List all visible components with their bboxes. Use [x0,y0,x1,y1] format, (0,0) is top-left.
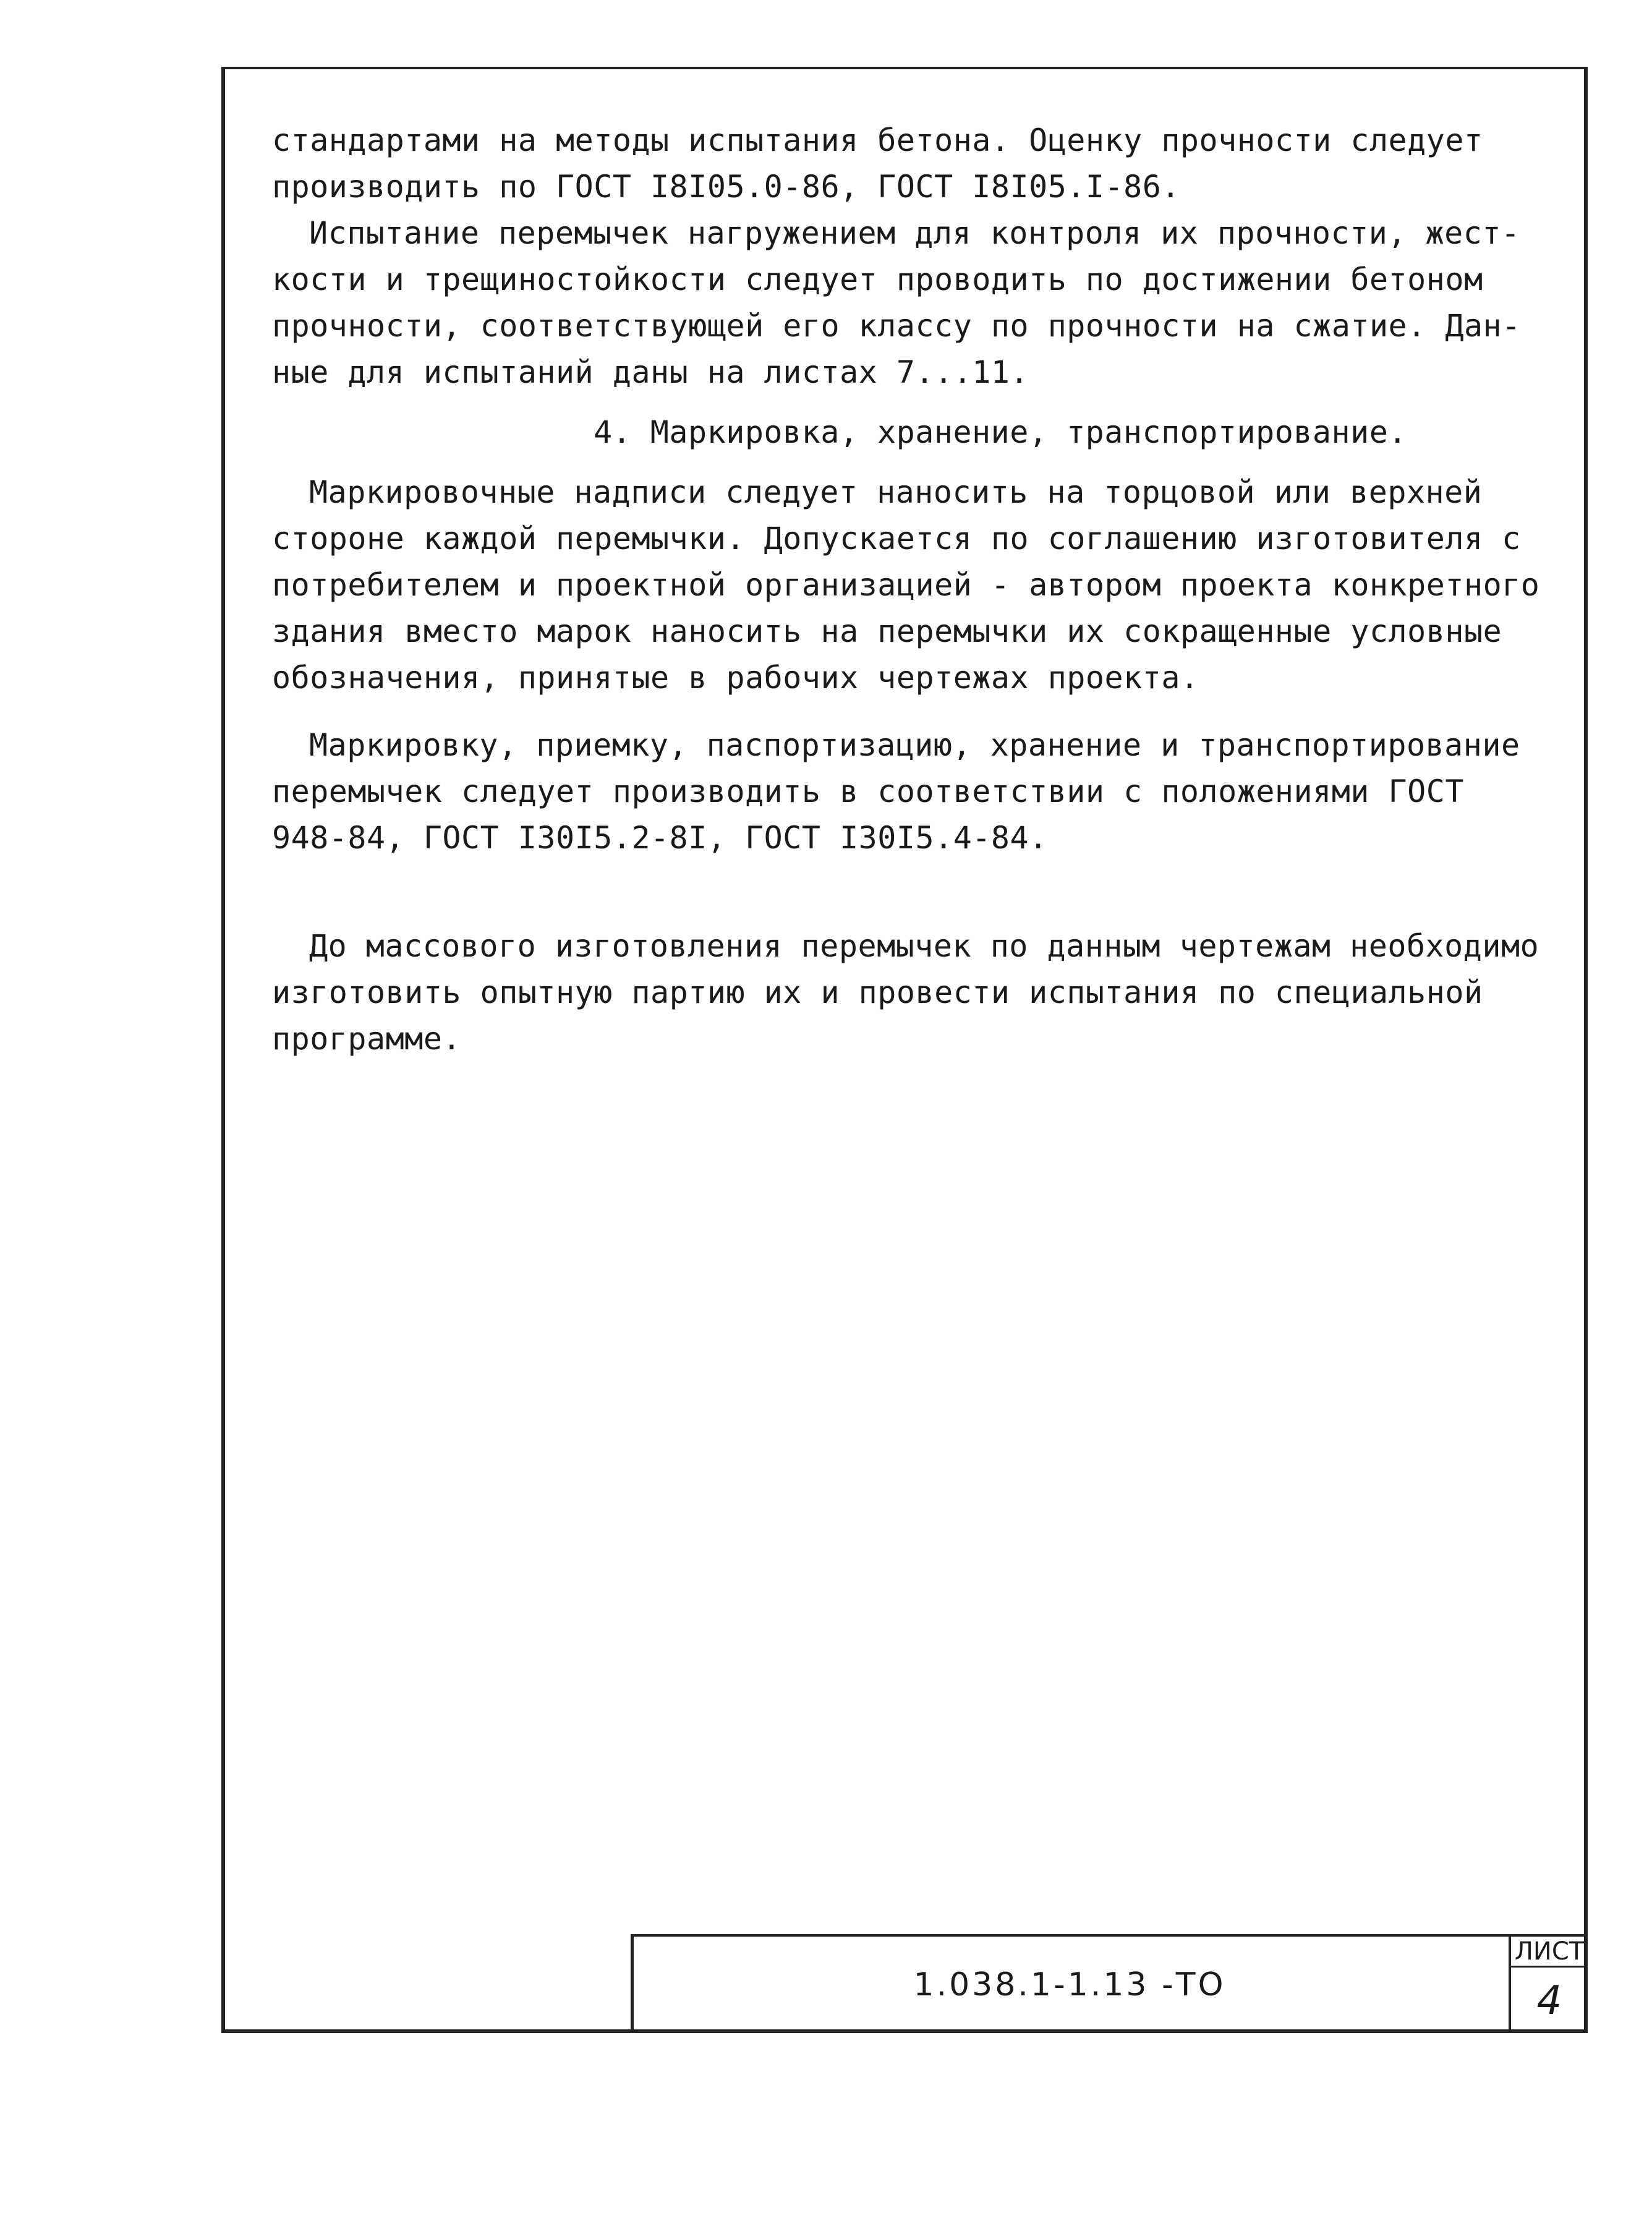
text-line: обозначения, принятые в рабочих чертежах проекта. [272,660,1199,696]
sheet-label: ЛИСТ [1511,1937,1588,1968]
document-body [272,117,1558,1062]
text-line: программе. [272,1021,462,1057]
text-line: До массового изготовления перемычек по данным чертежам необходимо [309,928,1539,964]
sheet-cell [1509,1937,1588,2033]
text-line: Маркировочные надписи следует наносить на торцовой или верхней [309,474,1483,510]
text-line: Маркировку, приемку, паспортизацию, хранение и транспортирование [309,727,1520,763]
text-line: перемычек следует производить в соответствии с положениями ГОСТ [272,774,1464,809]
sheet-number: 4 [1536,1978,1562,2024]
section-heading: 4. Маркировка, хранение, транспортирование. [594,414,1407,450]
text-line: прочности, соответствующей его классу по прочности на сжатие. Дан- [272,308,1521,344]
text-line: ные для испытаний даны на листах 7...11. [272,354,1029,390]
text-line: производить по ГОСТ I8I05.0-86, ГОСТ I8I05.I-86. [272,169,1180,205]
text-line: кости и трещиностойкости следует проводить по достижении бетоном [272,262,1483,297]
text-line: изготовить опытную партию их и провести испытания по специальной [272,974,1483,1010]
text-line: 948-84, ГОСТ I30I5.2-8I, ГОСТ I30I5.4-84. [272,820,1048,856]
text-line: стороне каждой перемычки. Допускается по соглашению изготовителя с [272,521,1521,556]
title-block [631,1934,1588,2033]
text-line: здания вместо марок наносить на перемычки их сокращенные условные [272,613,1502,649]
text-line: Испытание перемычек нагружением для контроля их прочности, жест- [309,215,1520,251]
text-line: потребителем и проектной организацией - автором проекта конкретного [272,567,1540,603]
text-line: стандартами на методы испытания бетона. Оценку прочности следует [272,122,1483,158]
document-code: 1.038.1-1.13 -ТО [913,1966,1226,2003]
